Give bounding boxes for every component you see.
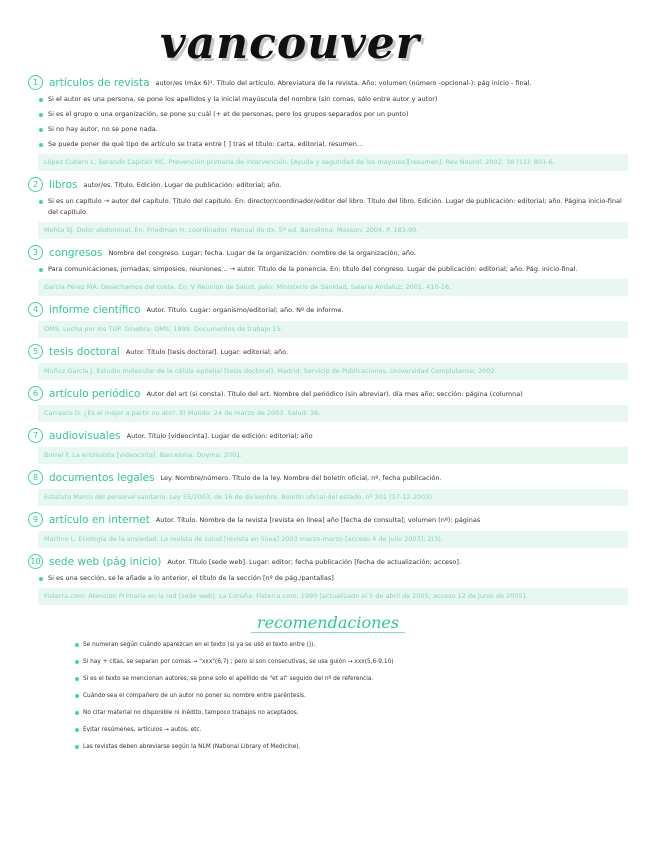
example-reference: López Cubero L, Sorando Capitán MC. Prevención primaria de intervención. [Ayuda y seguridad de los mayores][resumen]. Rev Neurol. 2002; 38 (11): 801-6. — [38, 154, 628, 171]
section-header — [28, 470, 628, 485]
section-number-icon: 2 — [28, 177, 43, 192]
section-number-icon: 10 — [28, 554, 43, 569]
section-number-icon: 6 — [28, 386, 43, 401]
example-reference: Muñoz García J. Estudio molecular de la célula epitelial [tesis doctoral]. Madrid: Servicio de Publicaciones, Universidad Complutense; 2002. — [38, 363, 628, 380]
section-heading: artículo periódico — [49, 387, 141, 400]
recommendation-item: Cuándo sea el compañero de un autor no poner su nombre entre paréntesis. — [83, 692, 628, 700]
example-reference: OMS. Lucha por los TUP. Ginebra: OMS; 1999. Documentos de trabajo 15. — [38, 321, 628, 338]
section-note: Para comunicaciones, jornadas, simposios, reuniones... → autor. Título de la ponencia. En: título del congreso. Lugar de publicación: editorial; año. Pág. inicio-final. — [48, 264, 628, 275]
recommendation-item: Evitar resúmenes, artículos → autos, etc. — [83, 726, 628, 734]
recommendations-heading-block — [28, 613, 628, 632]
section-number-icon: 7 — [28, 428, 43, 443]
section-heading: artículos de revista — [49, 76, 150, 89]
section-format: Autor. Título. Nombre de la revista [revista en línea] año [fecha de consulta]; volumen (nº): páginas — [155, 515, 481, 524]
section-header — [28, 554, 628, 569]
section-header — [28, 245, 628, 260]
section-heading: sede web (pág inicio) — [49, 555, 162, 568]
example-reference: García Pérez MA. Desechamos del coste. En: V Reunión de Salud. Jaén; Ministerio de Sanidad, Salario Andaluz; 2001. 410-16. — [38, 279, 628, 296]
section-format: autor/es. Título. Edición. Lugar de publicación: editorial; año. — [83, 180, 282, 189]
section-heading: documentos legales — [49, 471, 155, 484]
section-format: Autor del art (si consta). Título del art. Nombre del periódico (sin abreviar). día mes año; sección: página (columna) — [146, 389, 523, 398]
section-header — [28, 344, 628, 359]
section-heading: artículo en internet — [49, 513, 150, 526]
section-format: Autor. Título [tesis doctoral]. Lugar: editorial; año. — [125, 347, 289, 356]
section-header — [28, 302, 628, 317]
section-note: Si es una sección, se le añade a lo anterior, el título de la sección [nº de pág./pantallas] — [48, 573, 628, 584]
recommendation-item: Las revistas deben abreviarse según la NLM (National Library of Medicine). — [83, 743, 628, 751]
example-reference: Martino L. Etiología de la ansiedad. La revista de salud [revista en línea] 2003 marzo-marzo [acceso 4 de julio 2003]; 2(3). — [38, 531, 628, 548]
section-heading: audiovisuales — [49, 429, 121, 442]
section-number-icon: 8 — [28, 470, 43, 485]
section-note: Si el autor es una persona, se pone los apellidos y la inicial mayúscula del nombre (sin comas, sólo entre autor y autor) — [48, 94, 628, 105]
section-note: Si es el grupo o una organización, se pone su cuál (+ et de personas, pero los grupos separados por un punto) — [48, 109, 628, 120]
section-format: autor/es (máx 6)¹. Título del artículo. Abreviatura de la revista. Año; volumen (número -opcional-): pág inicio - final. — [155, 78, 532, 87]
section-heading: libros — [49, 178, 78, 191]
page-title: vancouver — [160, 18, 420, 69]
section-note: Si no hay autor, no se pone nada. — [48, 124, 628, 135]
section-number-icon: 3 — [28, 245, 43, 260]
section-header — [28, 75, 628, 90]
section-format: Autor. Título. Lugar: organismo/editorial; año. Nº de informe. — [146, 305, 344, 314]
recommendation-item: Se numeran según cuándo aparezcan en el texto (si ya se usó el texto entre ()). — [83, 641, 628, 649]
example-reference: Mehta SJ. Dolor abdominal. En: Friedman H, coordinador. Manual de dx. 5ª ed. Barcelona: Masson; 2004. P. 183-90. — [38, 222, 628, 239]
example-reference: Estatuto Marco del personal sanitario. Ley 55/2003, de 16 de diciembre. Boletín oficial del estado, nº 301 (17-12-2003). — [38, 489, 628, 506]
section-heading: tesis doctoral — [49, 345, 120, 358]
recommendation-item: No citar material no disponible ni inédito, tampoco trabajos no aceptados. — [83, 709, 628, 717]
recommendation-item: Si es el texto se mencionan autores, se pone solo el apellido de "et al" seguido del nº de referencia. — [83, 675, 628, 683]
section-header — [28, 386, 628, 401]
section-format: Nombre del congreso. Lugar; fecha. Lugar de la organización: nombre de la organización; año. — [108, 248, 416, 257]
section-heading: informe científico — [49, 303, 141, 316]
section-header — [28, 512, 628, 527]
recommendation-item: Si hay + citas, se separan por comas → "xxx"(6,7) ; pero si son consecutivas, se usa guión → xxx(5,6-9,10) — [83, 658, 628, 666]
section-format: Autor. Título [sede web]. Lugar: editor; fecha publicación [fecha de actualización; acceso]. — [167, 557, 462, 566]
section-header — [28, 177, 628, 192]
section-heading: congresos — [49, 246, 103, 259]
section-format: Ley. Nombre/número. Título de la ley. Nombre del boletín oficial, nº, fecha publicación. — [160, 473, 442, 482]
references-content — [28, 70, 628, 760]
section-header — [28, 428, 628, 443]
example-reference: Carrasco D. ¿Es el mejor a partir no ato?. El Mundo. 24 de marzo de 2003. Salud: 36. — [38, 405, 628, 422]
example-reference: Borrel F. La entrevista [videocinta]. Barcelona: Doyma; 2001. — [38, 447, 628, 464]
example-reference: Fisterra.com. Atención Primaria en la red [sede web]. La Coruña: Fisterra.com; 1990 [actualizado el 5 de abril de 2005; acceso 12 de junio de 2005]. — [38, 588, 628, 605]
section-format: Autor. Título [videocinta]. Lugar de edición: editorial; año — [126, 431, 313, 440]
section-note: Si es un capítulo → autor del capítulo. Título del capítulo. En: director/coordinador/editor del libro. Título del libro. Edición. Lugar de publicación: editorial; año. Página inicio-final del capítulo. — [48, 196, 628, 218]
section-number-icon: 5 — [28, 344, 43, 359]
section-number-icon: 9 — [28, 512, 43, 527]
section-number-icon: 1 — [28, 75, 43, 90]
section-note: Se puede poner de qué tipo de artículo se trata entre [ ] tras el título: carta, editorial, resumen... — [48, 139, 628, 150]
recommendations-heading: recomendaciones — [251, 613, 405, 633]
section-number-icon: 4 — [28, 302, 43, 317]
